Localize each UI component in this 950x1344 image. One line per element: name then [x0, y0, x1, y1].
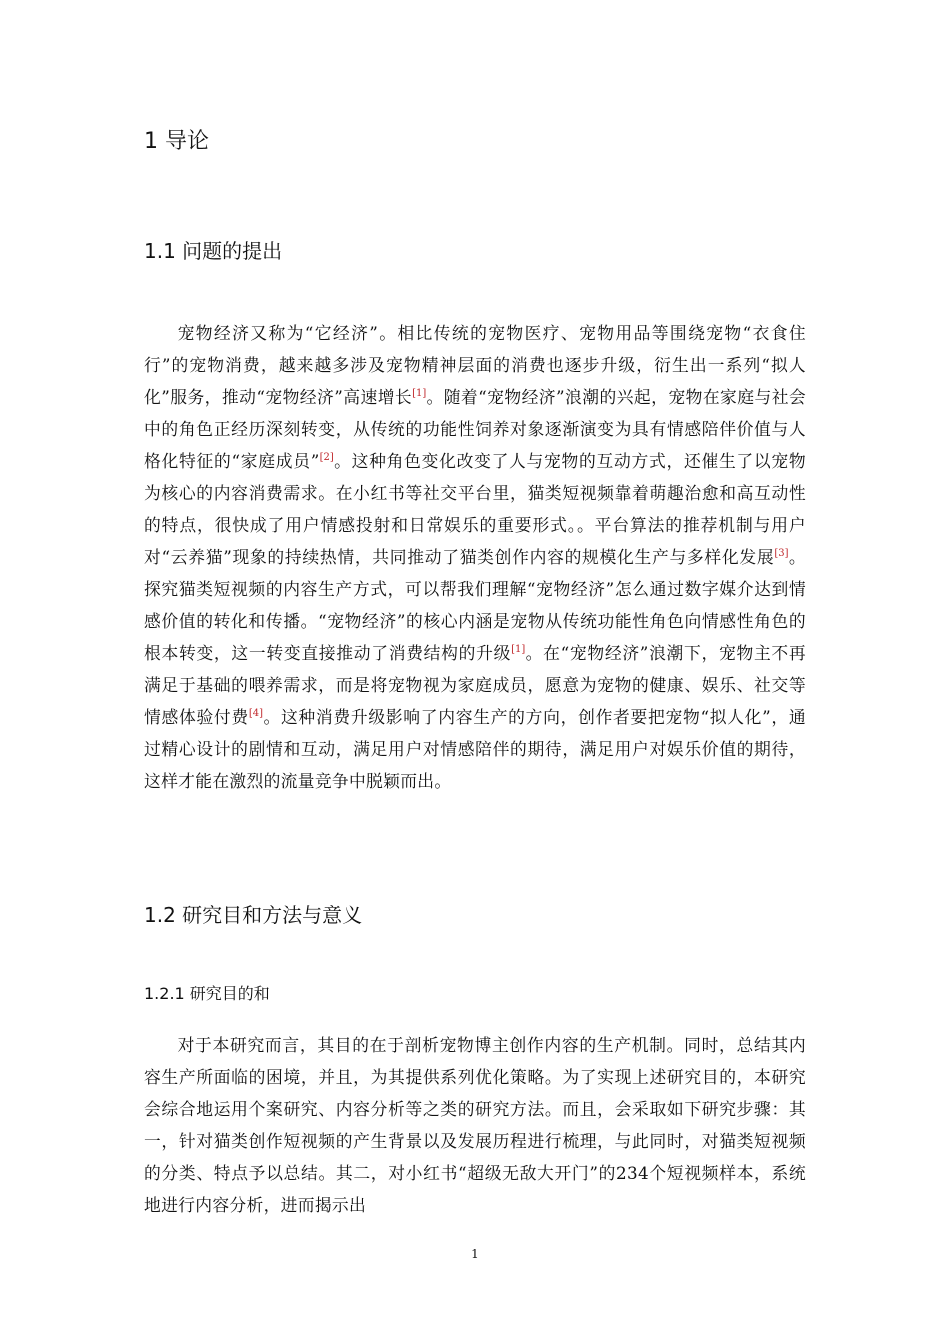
- paragraph-text-run: 。这种消费升级影响了内容生产的方向，创作者要把宠物“拟人化”，通过精心设计的剧情和互动，满足用户对情感陪伴的期待，满足用户对娱乐价值的期待，这样才能在激烈的流量竞争中脱颖而出。: [144, 707, 806, 791]
- citation-reference-link[interactable]: [2]: [319, 452, 334, 463]
- citation-reference-link[interactable]: [1]: [412, 388, 427, 399]
- paragraph-text-run: 。在“宠物经济”浪潮下，宠物主不再满足于基础的喂养需求，而是将宠物视为家庭成员，愿意为宠物的健康、娱乐、社交等情感体验付费: [144, 643, 806, 727]
- paragraph-text-run: 。随着“宠物经济”浪潮的兴起，宠物在家庭与社会中的角色正经历深刻转变，从传统的功能性饲养对象逐渐演变为具有情感陪伴价值与人格化特征的“家庭成员”: [144, 387, 807, 471]
- section-1-1-paragraph: [144, 317, 806, 797]
- subsection-1-2-1-paragraph: 对于本研究而言，其目的在于剖析宠物博主创作内容的生产机制。同时，总结其内容生产所面临的困境，并且，为其提供系列优化策略。为了实现上述研究目的，本研究会综合地运用个案研究、内容分析等之类的研究方法。而且，会采取如下研究步骤：其一，针对猫类创作短视频的产生背景以及发展历程进行梳理，与此同时，对猫类短视频的分类、特点予以总结。其二，对小红书“超级无敌大开门”的234个短视频样本，系统地进行内容分析，进而揭示出: [144, 1035, 806, 1215]
- citation-reference-link[interactable]: [3]: [774, 548, 789, 559]
- section-title-1-2: 1.2 研究目和方法与意义: [144, 903, 363, 927]
- paragraph-text-run: 宠物经济又称为“它经济”。相比传统的宠物医疗、宠物用品等围绕宠物“衣食住行”的宠物消费，越来越多涉及宠物精神层面的消费也逐步升级，衍生出一系列“拟人化”服务，推动“宠物经济”高速增长: [144, 323, 806, 407]
- section-title-1-1: 1.1 问题的提出: [144, 239, 283, 263]
- citation-reference-link[interactable]: [1]: [511, 644, 526, 655]
- paragraph-text-run: 。这种角色变化改变了人与宠物的互动方式，还催生了以宠物为核心的内容消费需求。在小红书等社交平台里，猫类短视频靠着萌趣治愈和高互动性的特点，很快成了用户情感投射和日常娱乐的重要形式。。平台算法的推荐机制与用户对“云养猫”现象的持续热情，共同推动了猫类创作内容的规模化生产与多样化发展: [144, 451, 806, 567]
- citation-reference-link[interactable]: [4]: [248, 708, 264, 719]
- chapter-title: 1 导论: [144, 129, 209, 154]
- paragraph-text-run: 。探究猫类短视频的内容生产方式，可以帮我们理解“宠物经济”怎么通过数字媒介达到情感价值的转化和传播。“宠物经济”的核心内涵是宠物从传统功能性角色向情感性角色的根本转变，这一转变直接推动了消费结构的升级: [144, 547, 806, 663]
- page-number: 1: [471, 1247, 479, 1261]
- subsection-title-1-2-1: 1.2.1 研究目的和: [144, 984, 270, 1003]
